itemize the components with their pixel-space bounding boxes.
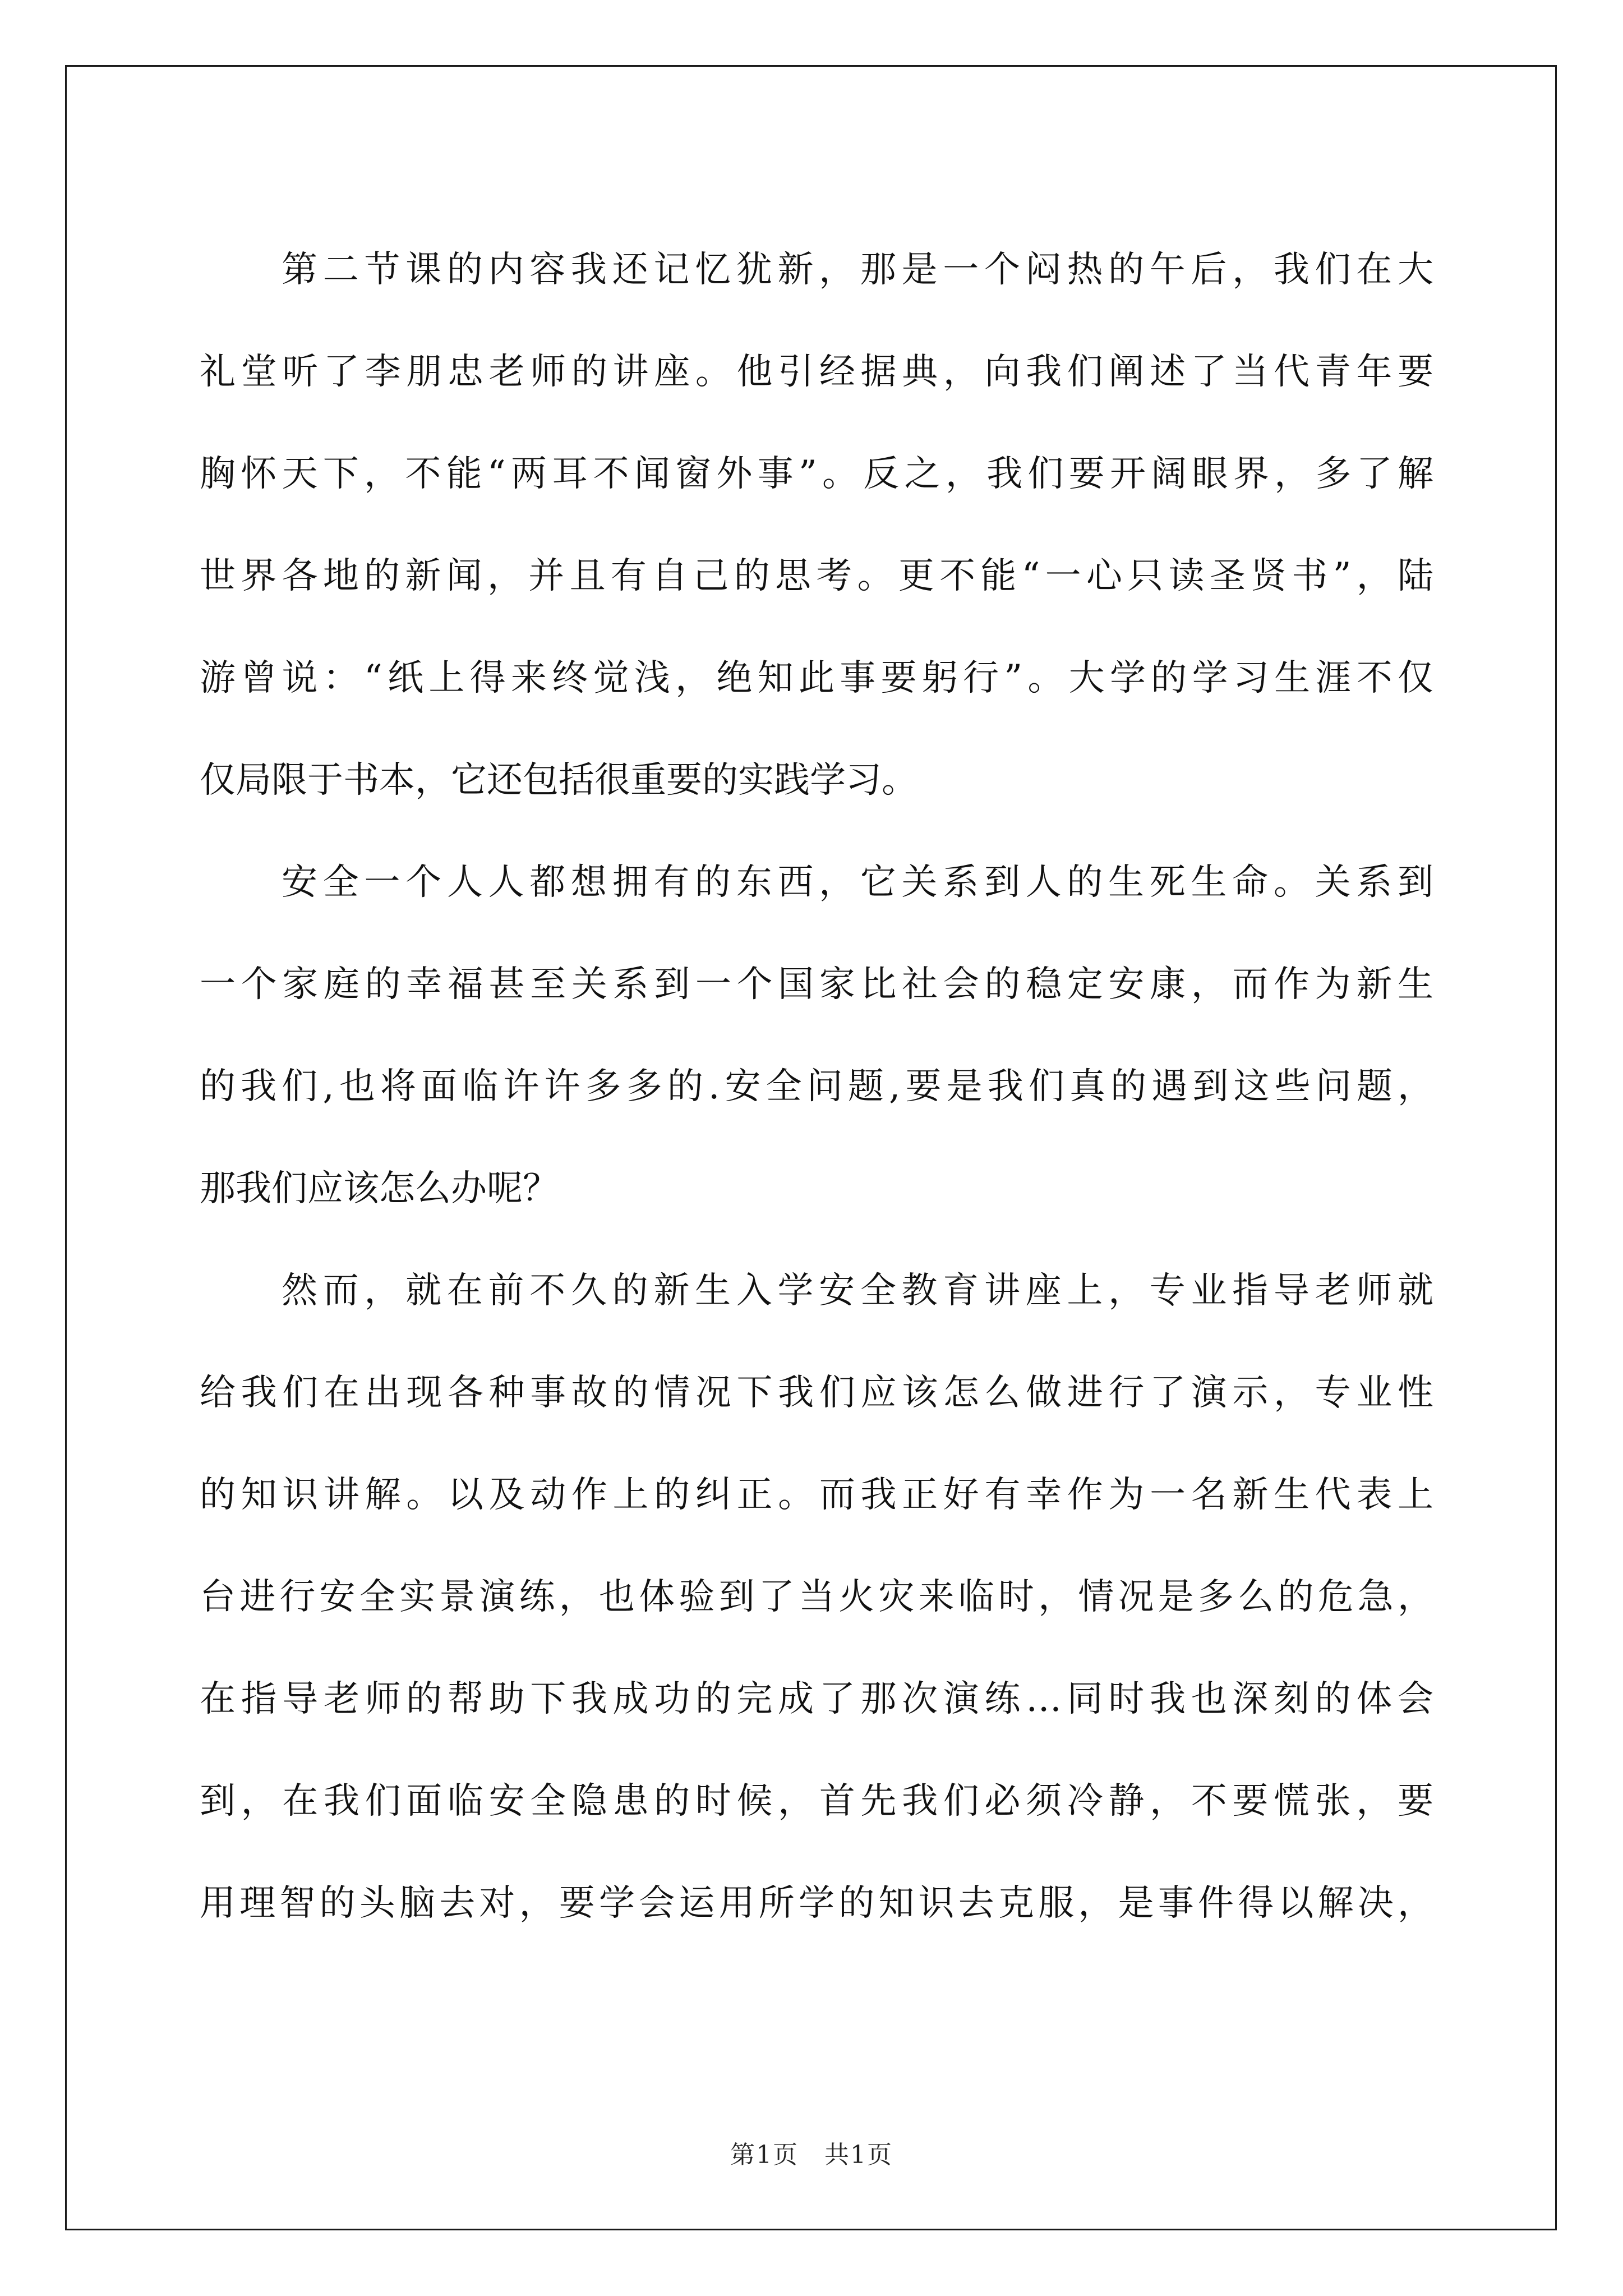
paragraph-line: 安全一个人人都想拥有的东西，它关系到人的生死生命。关系到 — [282, 862, 1433, 903]
paragraph-2 — [200, 831, 1433, 1240]
page-footer: 第1页 共1页 — [730, 2141, 893, 2169]
paragraph-line: 给我们在出现各种事故的情况下我们应该怎么做进行了演示，专业性 — [200, 1372, 1433, 1414]
paragraph-line: 在指导老师的帮助下我成功的完成了那次演练…同时我也深刻的体会 — [200, 1678, 1433, 1720]
paragraph-line: 的知识讲解。以及动作上的纠正。而我正好有幸作为一名新生代表上 — [200, 1474, 1433, 1516]
paragraph-line: 一个家庭的幸福甚至关系到一个国家比社会的稳定安康，而作为新生 — [200, 964, 1433, 1005]
paragraph-line: 世界各地的新闻，并且有自己的思考。更不能“一心只读圣贤书”，陆 — [200, 555, 1433, 597]
paragraph-line: 胸怀天下，不能“两耳不闻窗外事”。反之，我们要开阔眼界，多了解 — [200, 453, 1433, 495]
paragraph-line: 仅局限于书本，它还包括很重要的实践学习。 — [200, 760, 917, 801]
paragraph-line: 第二节课的内容我还记忆犹新，那是一个闷热的午后，我们在大 — [282, 249, 1433, 291]
paragraph-3 — [200, 1240, 1433, 1954]
paragraph-line: 礼堂听了李朋忠老师的讲座。他引经据典，向我们阐述了当代青年要 — [200, 351, 1433, 393]
paragraph-1 — [200, 219, 1433, 831]
paragraph-line: 然而，就在前不久的新生入学安全教育讲座上，专业指导老师就 — [282, 1270, 1433, 1312]
paragraph-line: 的我们,也将面临许许多多的.安全问题,要是我们真的遇到这些问题， — [200, 1066, 1433, 1107]
paragraph-line: 游曾说：“纸上得来终觉浅，绝知此事要躬行”。大学的学习生涯不仅 — [200, 657, 1433, 699]
paragraph-line: 台进行安全实景演练，也体验到了当火灾来临时，情况是多么的危急， — [200, 1576, 1433, 1618]
paragraph-line: 那我们应该怎么办呢？ — [200, 1168, 559, 1209]
paragraph-line: 用理智的头脑去对，要学会运用所学的知识去克服，是事件得以解决， — [200, 1883, 1433, 1924]
document-body — [200, 219, 1433, 1954]
paragraph-line: 到，在我们面临安全隐患的时候，首先我们必须冷静，不要慌张，要 — [200, 1780, 1433, 1822]
